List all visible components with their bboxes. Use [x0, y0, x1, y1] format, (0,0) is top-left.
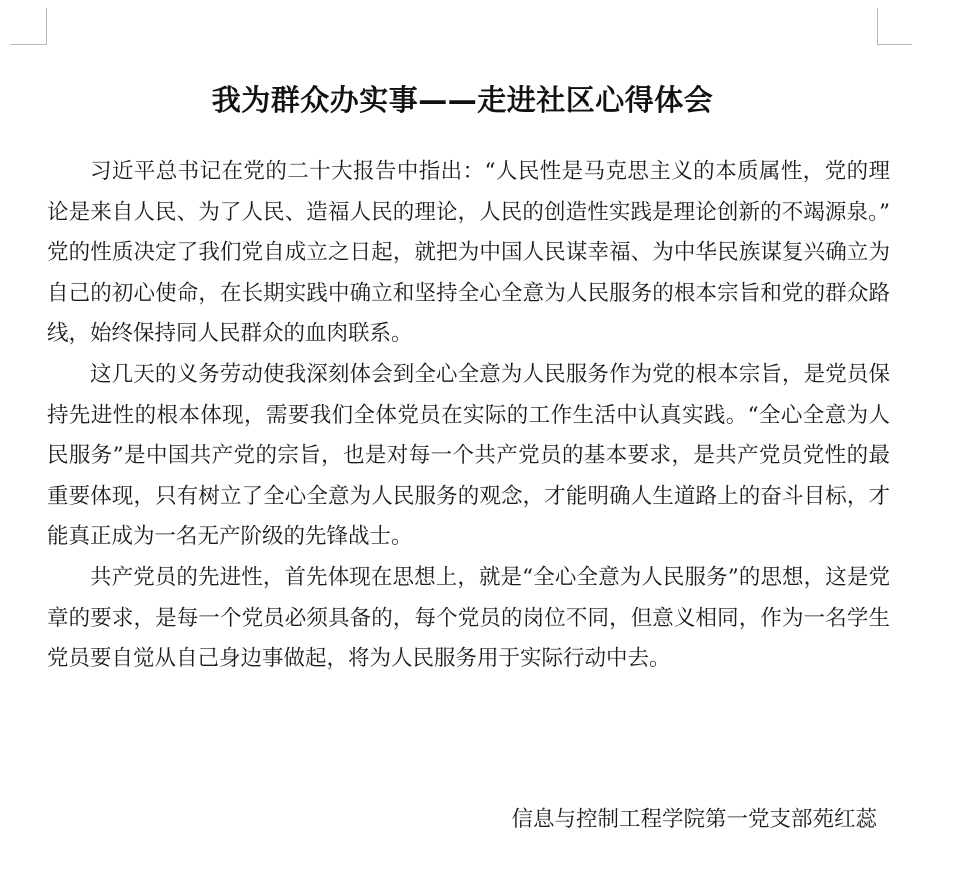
document-title: 我为群众办实事——走进社区心得体会 — [211, 83, 714, 118]
author-signature: 信息与控制工程学院第一党支部苑红蕊 — [511, 807, 877, 832]
document-body — [47, 152, 890, 680]
page-corner-mark-top-left — [10, 8, 47, 45]
paragraph-3: 共产党员的先进性，首先体现在思想上，就是“全心全意为人民服务”的思想，这是党章的要求，是每一个党员必须具备的，每个党员的岗位不同，但意义相同，作为一名学生党员要自觉从自己身边事做起，将为人民服务用于实际行动中去。 — [47, 564, 890, 672]
page-corner-mark-top-right — [877, 8, 912, 45]
paragraph-2: 这几天的义务劳动使我深刻体会到全心全意为人民服务作为党的根本宗旨，是党员保持先进性的根本体现，需要我们全体党员在实际的工作生活中认真实践。“全心全意为人民服务”是中国共产党的宗旨，也是对每一个共产党员的基本要求，是共产党员党性的最重要体现，只有树立了全心全意为人民服务的观念，才能明确人生道路上的奋斗目标，才能真正成为一名无产阶级的先锋战士。 — [47, 361, 890, 550]
paragraph-1: 习近平总书记在党的二十大报告中指出：“人民性是马克思主义的本质属性，党的理论是来自人民、为了人民、造福人民的理论，人民的创造性实践是理论创新的不竭源泉。”党的性质决定了我们党自成立之日起，就把为中国人民谋幸福、为中华民族谋复兴确立为自己的初心使命，在长期实践中确立和坚持全心全意为人民服务的根本宗旨和党的群众路线，始终保持同人民群众的血肉联系。 — [47, 159, 890, 347]
